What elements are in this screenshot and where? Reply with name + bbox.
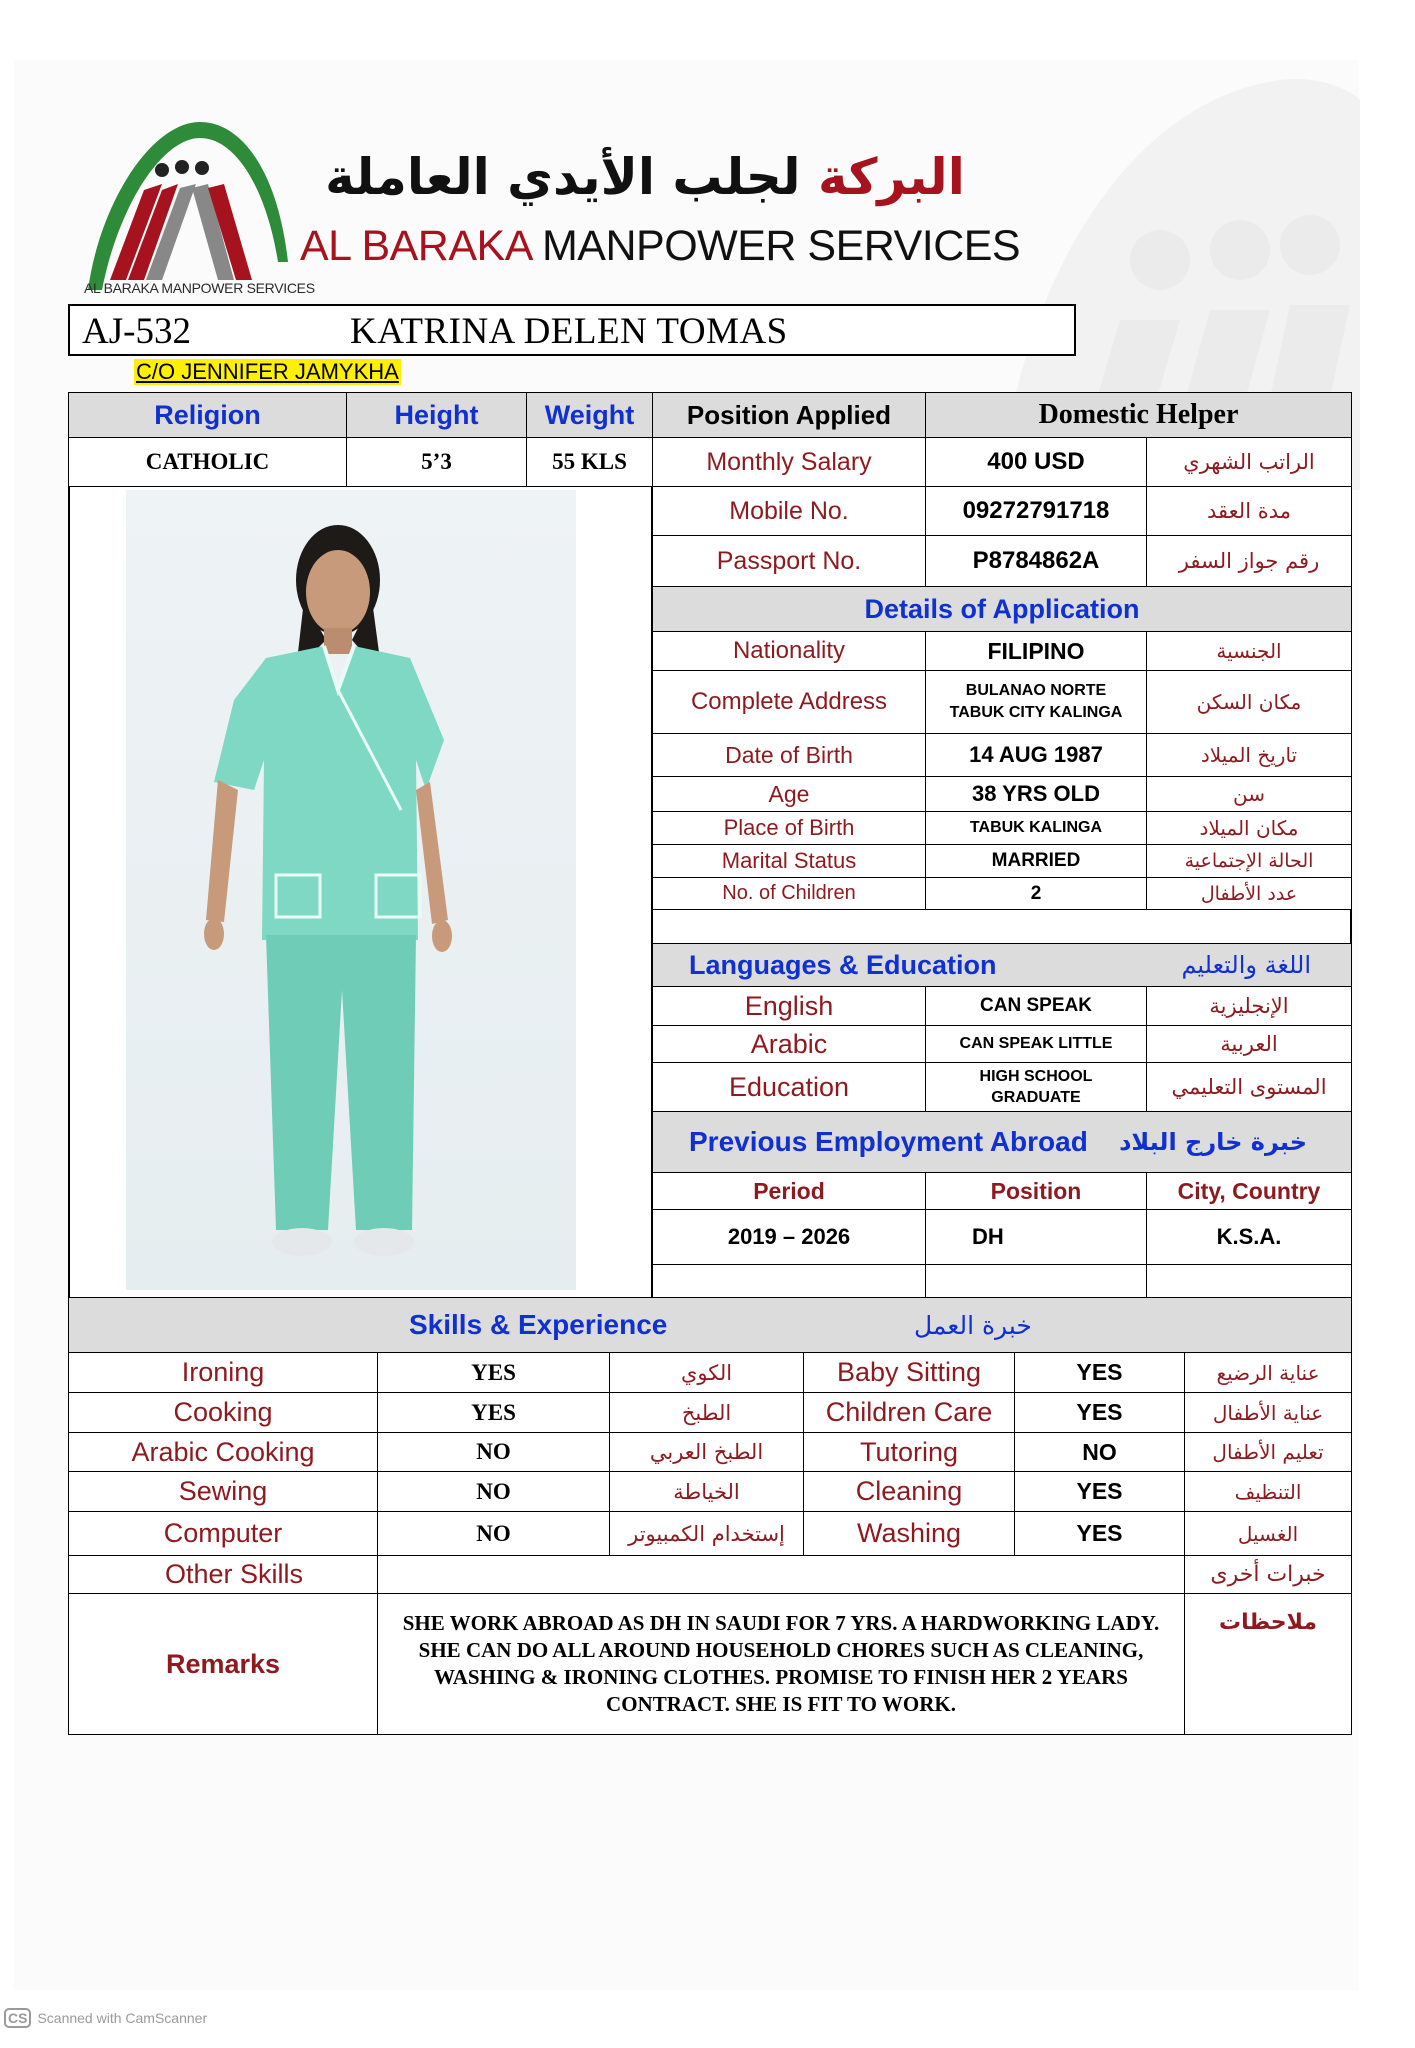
- dob-arabic: تاريخ الميلاد: [1146, 733, 1352, 777]
- skill-left-value: YES: [377, 1352, 610, 1393]
- skills-title-arabic: خبرة العمل: [914, 1310, 1032, 1340]
- skill-left-value: YES: [377, 1392, 610, 1433]
- skills-title: Skills & Experience: [409, 1309, 668, 1340]
- education-arabic: المستوى التعليمي: [1146, 1062, 1352, 1112]
- nationality-value: FILIPINO: [925, 631, 1147, 671]
- emp-empty-cell-2: [925, 1264, 1147, 1298]
- skill-right-label: Tutoring: [803, 1432, 1015, 1472]
- dob-label: Date of Birth: [652, 733, 926, 777]
- passport-arabic: رقم جواز السفر: [1146, 535, 1352, 587]
- arabic-arabic: العربية: [1146, 1025, 1352, 1063]
- marital-label: Marital Status: [652, 844, 926, 878]
- skill-left-arabic: الخياطة: [609, 1471, 804, 1512]
- address-line2: TABUK CITY KALINGA: [949, 704, 1123, 721]
- mobile-value: 09272791718: [925, 486, 1147, 536]
- employment-title: Previous Employment Abroad: [689, 1126, 1088, 1157]
- pob-label: Place of Birth: [652, 811, 926, 845]
- skill-left-arabic: الطبخ العربي: [609, 1432, 804, 1472]
- skill-left-label: Arabic Cooking: [68, 1432, 378, 1472]
- candidate-photo-illustration: [126, 490, 576, 1290]
- skill-right-label: Baby Sitting: [803, 1352, 1015, 1393]
- education-line1: HIGH SCHOOL: [979, 1068, 1093, 1085]
- other-skills-arabic: خبرات أخرى: [1184, 1555, 1352, 1594]
- education-line2: GRADUATE: [991, 1089, 1081, 1106]
- address-value: [925, 670, 1147, 734]
- languages-title: Languages & Education: [689, 949, 997, 980]
- other-skills-value: [377, 1555, 1185, 1594]
- height-header: Height: [346, 392, 527, 438]
- skill-left-label: Cooking: [68, 1392, 378, 1433]
- nationality-arabic: الجنسية: [1146, 631, 1352, 671]
- other-skills-label: Other Skills: [68, 1555, 378, 1594]
- languages-title-arabic: اللغة والتعليم: [1181, 951, 1311, 979]
- marital-arabic: الحالة الإجتماعية: [1146, 844, 1352, 878]
- passport-value: P8784862A: [925, 535, 1147, 587]
- company-name-english-red: AL BARAKA: [300, 222, 531, 270]
- skill-left-value: NO: [377, 1511, 610, 1556]
- camscanner-footer: [4, 2008, 207, 2028]
- remarks-label: Remarks: [68, 1593, 378, 1735]
- skill-right-arabic: الغسيل: [1184, 1511, 1352, 1556]
- salary-label: Monthly Salary: [652, 437, 926, 487]
- candidate-name-bar: [68, 304, 1076, 356]
- company-name-english-black: MANPOWER SERVICES: [541, 222, 1021, 270]
- languages-header: [652, 943, 1352, 987]
- skill-right-label: Children Care: [803, 1392, 1015, 1433]
- children-value: 2: [925, 877, 1147, 910]
- education-value: [925, 1062, 1147, 1112]
- skill-left-label: Ironing: [68, 1352, 378, 1393]
- mobile-label: Mobile No.: [652, 486, 926, 536]
- remarks-text: SHE WORK ABROAD AS DH IN SAUDI FOR 7 YRS. A HARDWORKING LADY. SHE CAN DO ALL AROUND HOUSEHOLD CHORES SUCH AS CLEANING, WASHING & IRONING CLOTHES. PROMISE TO FINISH HER 2 YEARS CONTRACT. SHE IS FIT TO WORK.: [377, 1593, 1185, 1735]
- skill-right-arabic: تعليم الأطفال: [1184, 1432, 1352, 1472]
- logo-caption: AL BARAKA MANPOWER SERVICES: [84, 280, 315, 296]
- skill-left-arabic: الطبخ: [609, 1392, 804, 1433]
- photo-divider: [651, 486, 653, 1298]
- skill-right-value: NO: [1014, 1432, 1185, 1472]
- dob-value: 14 AUG 1987: [925, 733, 1147, 777]
- skill-right-arabic: عناية الأطفال: [1184, 1392, 1352, 1433]
- period-header: Period: [652, 1172, 926, 1210]
- emp-country-value: K.S.A.: [1146, 1209, 1352, 1265]
- company-logo: [82, 112, 292, 290]
- passport-label: Passport No.: [652, 535, 926, 587]
- skill-left-arabic: الكوي: [609, 1352, 804, 1393]
- marital-value: MARRIED: [925, 844, 1147, 878]
- employment-header: [652, 1111, 1352, 1173]
- english-value: CAN SPEAK: [925, 986, 1147, 1026]
- address-label: Complete Address: [652, 670, 926, 734]
- company-name-arabic-black: لجلب الأيدي العاملة: [325, 148, 801, 206]
- education-label: Education: [652, 1062, 926, 1112]
- emp-empty-cell-1: [652, 1264, 926, 1298]
- english-label: English: [652, 986, 926, 1026]
- skill-left-label: Sewing: [68, 1471, 378, 1512]
- skill-right-label: Washing: [803, 1511, 1015, 1556]
- pob-arabic: مكان الميلاد: [1146, 811, 1352, 845]
- arabic-value: CAN SPEAK LITTLE: [925, 1025, 1147, 1063]
- emp-position-header: Position: [925, 1172, 1147, 1210]
- skill-right-arabic: عناية الرضيع: [1184, 1352, 1352, 1393]
- salary-arabic: الراتب الشهري: [1146, 437, 1352, 487]
- skill-right-value: YES: [1014, 1511, 1185, 1556]
- address-line1: BULANAO NORTE: [965, 682, 1107, 699]
- weight-header: Weight: [526, 392, 653, 438]
- company-name-arabic: [300, 148, 990, 206]
- camscanner-badge: CS: [4, 2008, 31, 2028]
- company-name-arabic-red: البركة: [818, 148, 965, 206]
- religion-value: CATHOLIC: [68, 437, 347, 487]
- mobile-arabic: مدة العقد: [1146, 486, 1352, 536]
- position-header: Position Applied: [652, 392, 926, 438]
- emp-empty-cell-3: [1146, 1264, 1352, 1298]
- pob-value: TABUK KALINGA: [925, 811, 1147, 845]
- skill-right-value: YES: [1014, 1352, 1185, 1393]
- emp-period-value: 2019 – 2026: [652, 1209, 926, 1265]
- employment-title-arabic: خبرة خارج البلاد: [1119, 1128, 1307, 1156]
- age-arabic: سن: [1146, 776, 1352, 812]
- care-of-label: C/O JENNIFER JAMYKHA: [136, 359, 399, 384]
- age-value: 38 YRS OLD: [925, 776, 1147, 812]
- children-arabic: عدد الأطفال: [1146, 877, 1352, 910]
- candidate-photo: [126, 490, 576, 1290]
- skill-right-value: YES: [1014, 1471, 1185, 1512]
- position-value: Domestic Helper: [925, 392, 1352, 438]
- skill-left-arabic: إستخدام الكمبيوتر: [609, 1511, 804, 1556]
- country-header: City, Country: [1146, 1172, 1352, 1210]
- candidate-ref: AJ-532: [82, 311, 191, 352]
- children-label: No. of Children: [652, 877, 926, 910]
- skill-left-label: Computer: [68, 1511, 378, 1556]
- address-arabic: مكان السكن: [1146, 670, 1352, 734]
- remarks-arabic-cell: [1184, 1593, 1352, 1735]
- company-name-english: [300, 222, 1021, 271]
- skill-right-value: YES: [1014, 1392, 1185, 1433]
- skill-left-value: NO: [377, 1432, 610, 1472]
- skills-header: [68, 1297, 1352, 1353]
- details-title: Details of Application: [652, 586, 1352, 632]
- skill-right-label: Cleaning: [803, 1471, 1015, 1512]
- camscanner-text: Scanned with CamScanner: [37, 2010, 208, 2026]
- weight-value: 55 KLS: [526, 437, 653, 487]
- english-arabic: الإنجليزية: [1146, 986, 1352, 1026]
- emp-position-value: DH: [925, 1209, 1147, 1265]
- height-value: 5’3: [346, 437, 527, 487]
- candidate-name: KATRINA DELEN TOMAS: [350, 311, 788, 352]
- age-label: Age: [652, 776, 926, 812]
- skill-right-arabic: التنظيف: [1184, 1471, 1352, 1512]
- salary-value: 400 USD: [925, 437, 1147, 487]
- arabic-label: Arabic: [652, 1025, 926, 1063]
- skill-left-value: NO: [377, 1471, 610, 1512]
- nationality-label: Nationality: [652, 631, 926, 671]
- religion-header: Religion: [68, 392, 347, 438]
- remarks-arabic: ملاحظات: [1219, 1610, 1317, 1635]
